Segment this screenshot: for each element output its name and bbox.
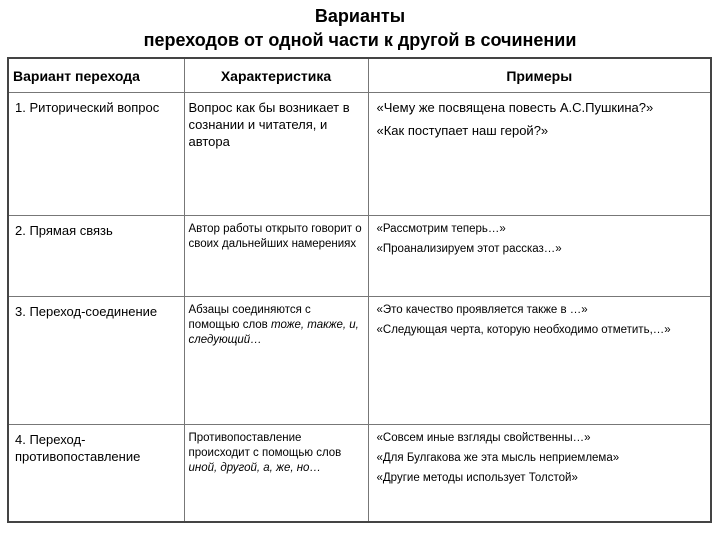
header-variant: Вариант перехода xyxy=(8,58,184,93)
example-text: «Для Булгакова же эта мысль неприемлема» xyxy=(376,452,620,464)
cell-examples xyxy=(368,425,711,523)
cell-characteristic xyxy=(184,425,368,523)
cell-characteristic: Автор работы открыто говорит о своих дальнейших намерениях xyxy=(184,216,368,297)
cell-examples xyxy=(368,93,711,216)
characteristic-italic-words: иной, другой, а, же, но… xyxy=(188,462,321,474)
example-text: «Чему же посвящена повесть А.С.Пушкина?» xyxy=(376,100,654,115)
title-line-1: Варианты xyxy=(314,6,406,26)
table-row xyxy=(8,297,711,425)
cell-variant: 4. Переход-противопоставление xyxy=(8,425,184,523)
characteristic-text: Противопоставление происходит с помощью слов xyxy=(188,432,342,459)
table-row xyxy=(8,216,711,297)
header-examples: Примеры xyxy=(368,58,711,93)
cell-characteristic: Вопрос как бы возникает в сознании и читателя, и автора xyxy=(184,93,368,216)
header-row xyxy=(8,58,711,93)
transitions-table xyxy=(7,57,712,523)
example-text: «Совсем иные взгляды свойственны…» xyxy=(376,432,591,444)
cell-variant: 1. Риторический вопрос xyxy=(8,93,184,216)
cell-characteristic xyxy=(184,297,368,425)
characteristic-text: Абзацы соединяются с помощью слов xyxy=(188,304,311,331)
example-text: «Проанализируем этот рассказ…» xyxy=(376,243,562,255)
table-row xyxy=(8,425,711,523)
example-text: «Рассмотрим теперь…» xyxy=(376,223,506,235)
title-line-2: переходов от одной части к другой в сочинении xyxy=(143,30,577,50)
table-row xyxy=(8,93,711,216)
cell-examples xyxy=(368,297,711,425)
example-text: «Как поступает наш герой?» xyxy=(376,123,549,138)
characteristic-italic-words: тоже, также, и, следующий… xyxy=(188,319,359,346)
example-text: «Другие методы использует Толстой» xyxy=(376,472,578,484)
example-text: «Следующая черта, которую необходимо отметить,…» xyxy=(376,324,671,336)
page-title xyxy=(0,4,720,52)
cell-variant: 2. Прямая связь xyxy=(8,216,184,297)
example-text: «Это качество проявляется также в …» xyxy=(376,304,588,316)
header-characteristic: Характеристика xyxy=(184,58,368,93)
cell-examples xyxy=(368,216,711,297)
cell-variant: 3. Переход-соединение xyxy=(8,297,184,425)
